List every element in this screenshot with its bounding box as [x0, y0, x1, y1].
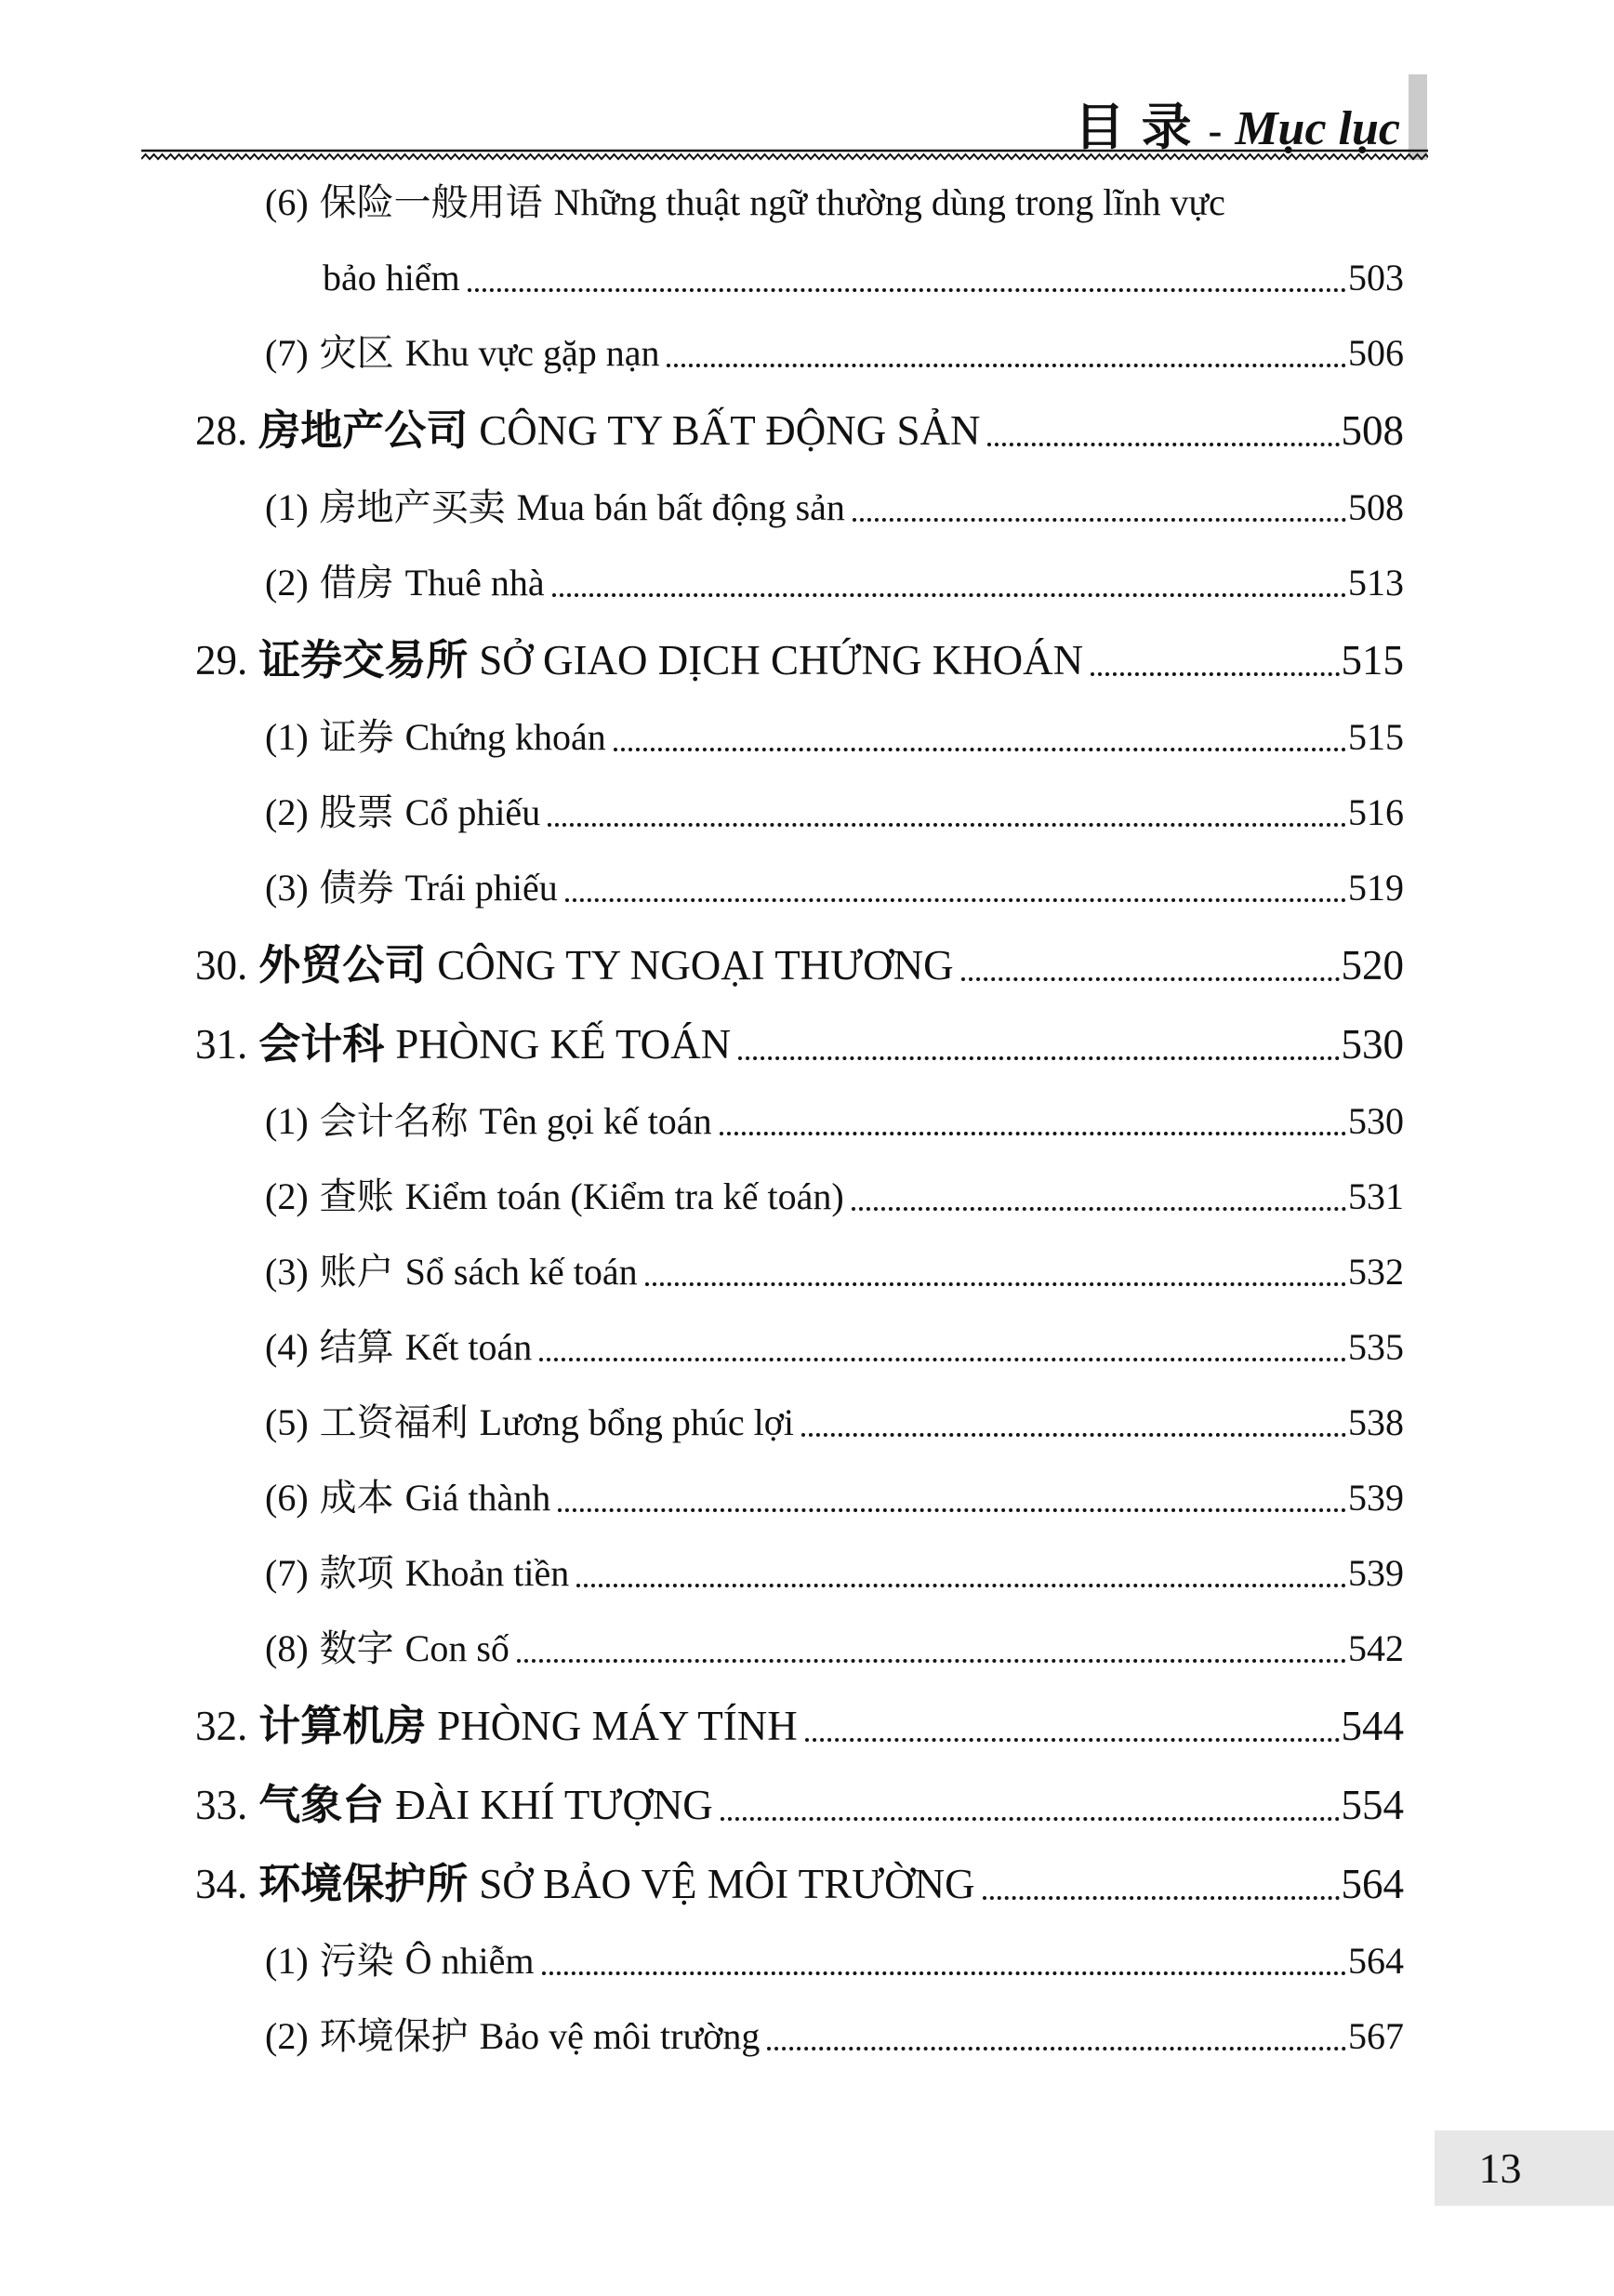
toc-entry-number: 28.	[195, 407, 248, 454]
toc-entry-number: 29.	[195, 637, 248, 683]
toc-entry-page: 519	[1348, 867, 1404, 909]
toc-entry-page: 503	[1348, 257, 1404, 299]
toc-entry-number: 34.	[195, 1861, 248, 1907]
toc-entry-page: 567	[1348, 2015, 1404, 2057]
toc-entry	[195, 179, 1404, 227]
toc-entry	[195, 1018, 1404, 1070]
toc-dot-leader	[542, 1971, 1346, 1975]
toc-entry-vietnamese: ĐÀI KHÍ TƯỢNG	[395, 1782, 713, 1828]
toc-entry	[195, 1399, 1404, 1447]
toc-entry-number: (7)	[265, 332, 309, 374]
toc-entry-chinese: 气象台	[258, 1782, 385, 1828]
toc-entry-number: (4)	[265, 1326, 309, 1368]
toc-entry-vietnamese: bảo hiểm	[323, 257, 460, 299]
toc-entry-vietnamese: Khoản tiền	[404, 1552, 570, 1594]
toc-entry-number: (1)	[265, 486, 309, 528]
toc-dot-leader	[853, 518, 1346, 522]
toc-entry-page: 538	[1348, 1401, 1404, 1443]
toc-entry-chinese: 计算机房	[258, 1703, 427, 1749]
toc-entry	[195, 939, 1404, 991]
toc-dot-leader	[961, 977, 1340, 981]
toc-dot-leader	[539, 1358, 1346, 1361]
toc-entry-page: 530	[1348, 1100, 1404, 1142]
toc-entry-chinese: 结算	[319, 1326, 394, 1368]
toc-dot-leader	[987, 443, 1339, 446]
toc-entry	[195, 1173, 1404, 1221]
toc-entry-vietnamese: Những thuật ngữ thường dùng trong lĩnh vực	[553, 181, 1225, 223]
toc-entry-page: 516	[1348, 791, 1404, 833]
toc-entry-page: 506	[1348, 332, 1404, 374]
toc-entry-page: 535	[1348, 1326, 1404, 1368]
toc-entry-vietnamese: Trái phiếu	[404, 867, 558, 909]
toc-dot-leader	[983, 1896, 1340, 1900]
toc-dot-leader	[805, 1738, 1340, 1742]
toc-entry-chinese: 工资福利	[319, 1401, 469, 1443]
toc-entry-vietnamese: SỞ BẢO VỆ MÔI TRƯỜNG	[479, 1861, 975, 1907]
toc-entry-chinese: 会计科	[258, 1021, 385, 1068]
toc-entry-chinese: 证券	[319, 716, 394, 758]
toc-entry-vietnamese: Kiểm toán (Kiểm tra kế toán)	[404, 1175, 844, 1217]
toc-entry-chinese: 成本	[319, 1477, 394, 1519]
toc-entry	[195, 1779, 1404, 1831]
toc-entry-number: 30.	[195, 942, 248, 989]
toc-entry-chinese: 款项	[319, 1552, 394, 1594]
toc-entry-chinese: 污染	[319, 1940, 394, 1982]
header-corner-bar	[1409, 74, 1427, 160]
toc-entry-page: 513	[1348, 562, 1404, 604]
toc-entry	[195, 254, 1404, 302]
toc-entry	[195, 1700, 1404, 1752]
toc-entry-page: 532	[1348, 1251, 1404, 1293]
divider-zigzag-path	[141, 154, 1428, 159]
toc-entry-number: (1)	[265, 716, 309, 758]
toc-entry	[195, 1937, 1404, 1985]
toc-entry-page: 539	[1348, 1552, 1404, 1594]
toc-entry	[195, 1323, 1404, 1372]
toc-entry-chinese: 借房	[319, 562, 394, 604]
toc-entry-page: 508	[1348, 486, 1404, 528]
toc-dot-leader	[517, 1659, 1346, 1663]
toc-entry-chinese: 房地产公司	[258, 407, 469, 454]
toc-entry-page: 542	[1348, 1627, 1404, 1669]
toc-entry	[195, 405, 1404, 457]
wavy-divider	[141, 149, 1428, 164]
toc-entry-page: 544	[1341, 1703, 1404, 1749]
toc-entry-page: 539	[1348, 1477, 1404, 1519]
toc-entry-number: (1)	[265, 1940, 309, 1982]
toc-entry-number: (5)	[265, 1401, 309, 1443]
header-separator: -	[1208, 108, 1223, 153]
page-number: 13	[1478, 2144, 1522, 2192]
toc-entry-chinese: 环境保护所	[258, 1861, 469, 1907]
toc-entry-number: (6)	[265, 1477, 309, 1519]
toc-entry-chinese: 股票	[319, 791, 394, 833]
toc-entry-vietnamese: CÔNG TY NGOẠI THƯƠNG	[437, 942, 954, 989]
toc-entry-page: 508	[1341, 407, 1404, 454]
toc-entry	[195, 634, 1404, 686]
toc-entry-vietnamese: Bảo vệ môi trường	[479, 2015, 761, 2057]
toc-dot-leader	[721, 1817, 1340, 1821]
toc-entry-number: (6)	[265, 181, 309, 223]
toc-entry	[195, 1549, 1404, 1598]
toc-entry	[195, 1858, 1404, 1910]
toc-entry-page: 515	[1341, 637, 1404, 683]
toc-entry-chinese: 灾区	[319, 332, 394, 374]
toc-entry-vietnamese: Thuê nhà	[404, 562, 545, 604]
toc-entry-number: (3)	[265, 867, 309, 909]
toc-entry-vietnamese: Kết toán	[404, 1326, 533, 1368]
toc-entry-vietnamese: PHÒNG KẾ TOÁN	[395, 1021, 732, 1068]
toc-entry-vietnamese: Con số	[404, 1627, 509, 1669]
toc-dot-leader	[738, 1056, 1339, 1060]
toc-entry-vietnamese: CÔNG TY BẤT ĐỘNG SẢN	[479, 407, 981, 454]
toc-dot-leader	[576, 1584, 1346, 1587]
toc-entry-number: (8)	[265, 1627, 309, 1669]
header-title-chinese: 目录	[1074, 100, 1209, 155]
toc-entry-page: 515	[1348, 716, 1404, 758]
toc-entry-chinese: 环境保护	[319, 2015, 469, 2057]
toc-entry-vietnamese: Tên gọi kế toán	[479, 1100, 712, 1142]
toc-entry	[195, 329, 1404, 378]
toc-entry	[195, 864, 1404, 912]
page-number-box	[1435, 2130, 1614, 2206]
toc-entry-chinese: 债券	[319, 867, 394, 909]
toc-dot-leader	[614, 748, 1346, 751]
toc-dot-leader	[767, 2047, 1346, 2050]
toc-entry-chinese: 会计名称	[319, 1100, 469, 1142]
toc-entry-vietnamese: PHÒNG MÁY TÍNH	[437, 1703, 798, 1749]
toc-entry-vietnamese: Giá thành	[404, 1477, 551, 1519]
toc-dot-leader	[565, 898, 1346, 902]
toc-dot-leader	[667, 364, 1346, 367]
toc-entry-number: (7)	[265, 1552, 309, 1594]
toc-entry-vietnamese: Khu vực gặp nạn	[404, 332, 660, 374]
toc-entry-vietnamese: Chứng khoán	[404, 716, 606, 758]
toc-entry	[195, 1248, 1404, 1296]
toc-entry-number: 33.	[195, 1782, 248, 1828]
toc-entry-chinese: 保险一般用语	[319, 181, 543, 223]
toc-entry-vietnamese: SỞ GIAO DỊCH CHỨNG KHOÁN	[479, 637, 1084, 683]
toc-dot-leader	[645, 1282, 1346, 1286]
toc-entry-vietnamese: Cổ phiếu	[404, 791, 541, 833]
toc-entry	[195, 789, 1404, 837]
toc-entry-number: 32.	[195, 1703, 248, 1749]
toc-dot-leader	[801, 1433, 1346, 1437]
toc-list	[195, 179, 1404, 2088]
toc-entry-vietnamese: Sổ sách kế toán	[404, 1251, 638, 1293]
toc-entry-chinese: 账户	[319, 1251, 394, 1293]
toc-entry-vietnamese: Lương bổng phúc lợi	[479, 1401, 795, 1443]
toc-entry-page: 520	[1341, 942, 1404, 989]
toc-entry-chinese: 房地产买卖	[319, 486, 506, 528]
toc-entry-chinese: 外贸公司	[258, 942, 427, 989]
toc-entry-page: 531	[1348, 1175, 1404, 1217]
toc-entry-chinese: 数字	[319, 1627, 394, 1669]
toc-entry	[195, 713, 1404, 762]
toc-entry	[195, 1625, 1404, 1673]
toc-entry-vietnamese: Ô nhiễm	[404, 1940, 535, 1982]
toc-entry-number: (2)	[265, 791, 309, 833]
toc-entry-number: (1)	[265, 1100, 309, 1142]
toc-dot-leader	[1091, 672, 1339, 676]
toc-entry-page: 530	[1341, 1021, 1404, 1068]
toc-entry	[195, 559, 1404, 607]
toc-dot-leader	[720, 1132, 1346, 1135]
toc-entry-page: 554	[1341, 1782, 1404, 1828]
toc-entry-number: (2)	[265, 562, 309, 604]
toc-entry	[195, 2012, 1404, 2061]
toc-entry-number: (2)	[265, 2015, 309, 2057]
toc-entry-page: 564	[1341, 1861, 1404, 1907]
toc-dot-leader	[558, 1508, 1346, 1512]
toc-entry-chinese: 证券交易所	[258, 637, 469, 683]
toc-entry	[195, 1097, 1404, 1146]
header-title-vietnamese: Mục lục	[1235, 102, 1400, 155]
toc-dot-leader	[552, 593, 1346, 597]
toc-entry-vietnamese: Mua bán bất động sản	[516, 486, 845, 528]
toc-entry	[195, 484, 1404, 532]
toc-entry-page: 564	[1348, 1940, 1404, 1982]
toc-dot-leader	[548, 823, 1346, 827]
toc-entry-number: (2)	[265, 1175, 309, 1217]
toc-entry-number: (3)	[265, 1251, 309, 1293]
toc-dot-leader	[852, 1207, 1346, 1211]
toc-dot-leader	[468, 288, 1346, 292]
toc-entry	[195, 1474, 1404, 1522]
toc-entry-chinese: 查账	[319, 1175, 394, 1217]
toc-entry-number: 31.	[195, 1021, 248, 1068]
